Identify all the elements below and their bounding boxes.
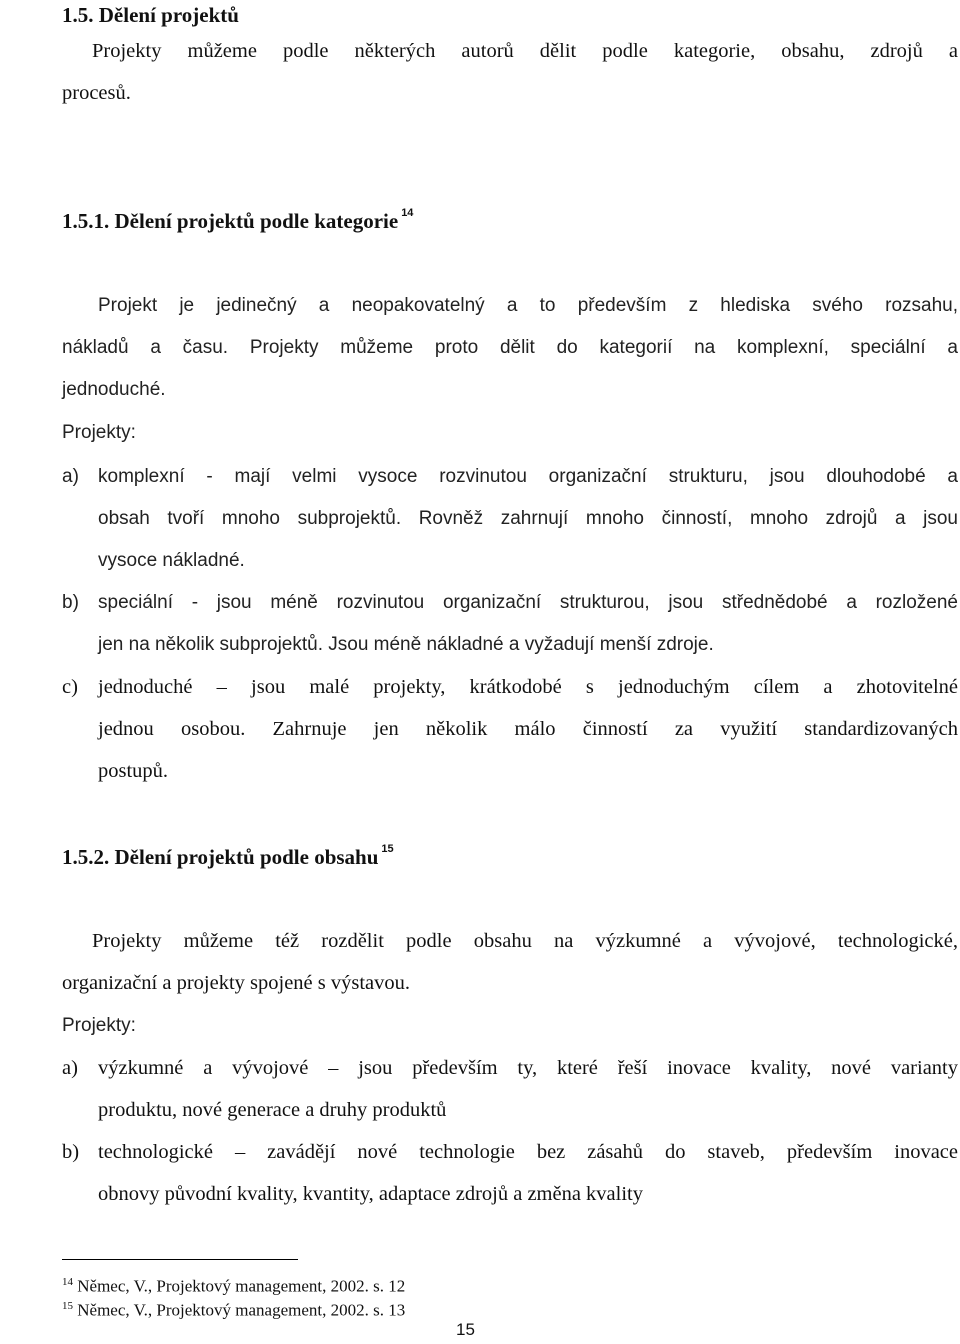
projekty-label-1: Projekty:: [62, 422, 136, 443]
footnote-divider: [62, 1259, 298, 1260]
subsection-heading-kategorie: [62, 208, 413, 238]
item-line: speciální - jsou méně rozvinutou organizační strukturou, jsou střednědobé a rozložené: [98, 592, 958, 613]
list-marker: c): [62, 676, 78, 698]
kategorie-line-1: Projekt je jedinečný a neopakovatelný a to především z hlediska svého rozsahu,: [98, 295, 958, 316]
item-line: obnovy původní kvality, kvantity, adaptace zdrojů a změna kvality: [98, 1183, 643, 1205]
subsection-heading-obsah: [62, 844, 394, 874]
projekty-label-2: Projekty:: [62, 1015, 136, 1036]
item-line: postupů.: [98, 760, 169, 782]
footnote-15: [62, 1294, 405, 1323]
obsah-paragraph: [62, 920, 958, 1004]
item-line: komplexní - mají velmi vysoce rozvinutou organizační strukturu, jsou dlouhodobé a: [98, 466, 958, 487]
list-marker: a): [62, 466, 79, 487]
kategorie-paragraph: [62, 285, 958, 411]
footnote-number: 14: [62, 1276, 73, 1288]
list-marker: a): [62, 1057, 78, 1079]
obsah-line-1: Projekty můžeme též rozdělit podle obsahu na výzkumné a vývojové, technologické,: [92, 930, 958, 952]
list-marker: b): [62, 592, 79, 613]
item-line: jednou osobou. Zahrnuje jen několik málo činností za využití standardizovaných: [98, 718, 958, 740]
item-line: obsah tvoří mnoho subprojektů. Rovněž zahrnují mnoho činností, mnoho zdrojů a jsou: [98, 508, 958, 529]
item-line: vysoce nákladné.: [98, 550, 245, 571]
list-item-vyzkumne: [62, 1047, 958, 1131]
kategorie-line-3: jednoduché.: [62, 379, 166, 400]
list-marker: b): [62, 1141, 80, 1163]
item-line: produktu, nové generace a druhy produktů: [98, 1099, 447, 1121]
subsection-heading-text: 1.5.1. Dělení projektů podle kategorie: [62, 209, 399, 233]
footnote-ref-14: 14: [401, 207, 414, 219]
section-heading: [62, 2, 239, 28]
intro-line-2: procesů.: [62, 82, 131, 104]
list-item-komplexni: [62, 456, 958, 582]
footnote-ref-15: 15: [381, 843, 394, 855]
item-line: výzkumné a vývojové – jsou především ty, které řeší inovace kvality, nové varianty: [98, 1057, 958, 1079]
intro-line-1: Projekty můžeme podle některých autorů dělit podle kategorie, obsahu, zdrojů a: [92, 40, 958, 62]
item-line: jednoduché – jsou malé projekty, krátkodobé s jednoduchým cílem a zhotovitelné: [98, 676, 958, 698]
footnote-text: Němec, V., Projektový management, 2002. s. 12: [77, 1276, 406, 1296]
section-heading-text: 1.5. Dělení projektů: [62, 3, 239, 27]
list-item-technologicke: [62, 1131, 958, 1215]
subsection-heading-text: 1.5.2. Dělení projektů podle obsahu: [62, 845, 379, 869]
item-line: jen na několik subprojektů. Jsou méně nákladné a vyžadují menší zdroje.: [98, 634, 714, 655]
footnote-text: Němec, V., Projektový management, 2002. s. 13: [77, 1300, 406, 1320]
page-number: 15: [456, 1320, 475, 1339]
list-item-specialni: [62, 582, 958, 666]
item-line: technologické – zavádějí nové technologie bez zásahů do staveb, především inovace: [98, 1141, 958, 1163]
obsah-line-2: organizační a projekty spojené s výstavou.: [62, 972, 411, 994]
kategorie-line-2: nákladů a času. Projekty můžeme proto dělit do kategorií na komplexní, speciální a: [62, 337, 958, 358]
section-intro: [62, 30, 958, 114]
footnote-number: 15: [62, 1300, 73, 1312]
list-item-jednoduche: [62, 666, 958, 792]
